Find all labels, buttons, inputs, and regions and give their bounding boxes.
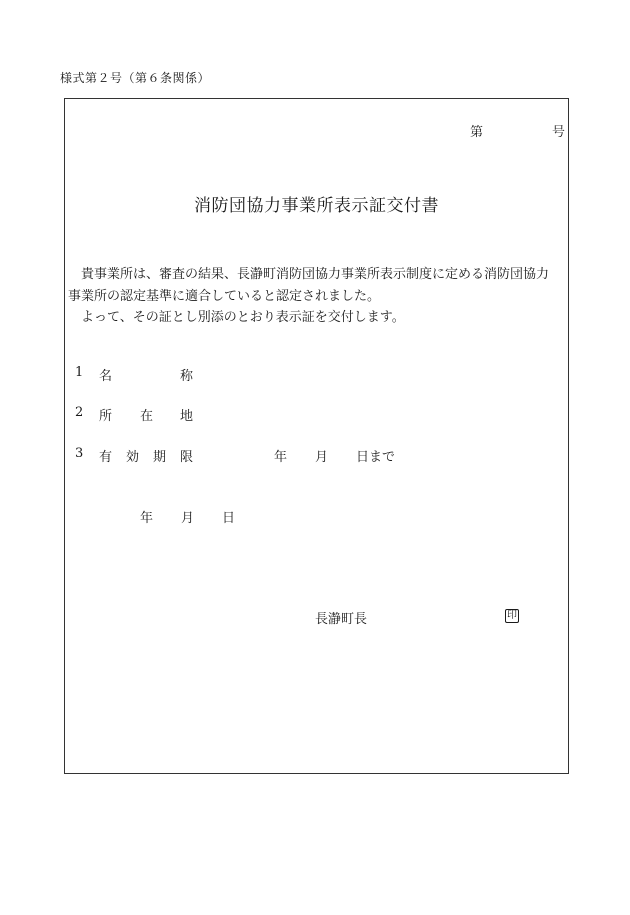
- field-3-label-char-2: 効: [126, 450, 140, 465]
- field-3-label-char-3: 期: [153, 450, 167, 465]
- official-title: 長瀞町長: [315, 612, 368, 627]
- expiry-month-label: 月: [315, 450, 329, 465]
- document-title: 消防団協力事業所表示証交付書: [194, 196, 439, 216]
- body-text-line-3: よって、その証とし別添のとおり表示証を交付します。: [68, 310, 405, 325]
- body-text-line-2: 事業所の認定基準に適合していると認定されました。: [68, 289, 381, 304]
- issue-year-label: 年: [140, 511, 154, 526]
- number-prefix: 第: [470, 125, 484, 140]
- body-text-line-1: 貴事業所は、審査の結果、長瀞町消防団協力事業所表示制度に定める消防団協力: [68, 267, 550, 282]
- number-suffix: 号: [552, 125, 566, 140]
- field-2-label-char-1: 所: [99, 409, 113, 424]
- field-2-label-char-2: 在: [140, 409, 154, 424]
- field-3-label-char-1: 有: [99, 450, 113, 465]
- field-2-label-char-3: 地: [180, 409, 194, 424]
- issue-month-label: 月: [181, 511, 195, 526]
- form-number-caption: 様式第２号（第６条関係）: [60, 71, 211, 85]
- seal-mark: 印: [507, 610, 517, 621]
- field-2-number: 2: [75, 405, 84, 420]
- field-1-number: 1: [75, 365, 84, 380]
- expiry-day-label: 日まで: [356, 450, 396, 465]
- certificate-frame: [64, 98, 569, 774]
- issue-day-label: 日: [222, 511, 236, 526]
- field-3-label-char-4: 限: [180, 450, 194, 465]
- field-1-label-char-2: 称: [180, 369, 194, 384]
- field-3-number: 3: [75, 446, 84, 461]
- expiry-year-label: 年: [274, 450, 288, 465]
- field-1-label-char-1: 名: [99, 369, 113, 384]
